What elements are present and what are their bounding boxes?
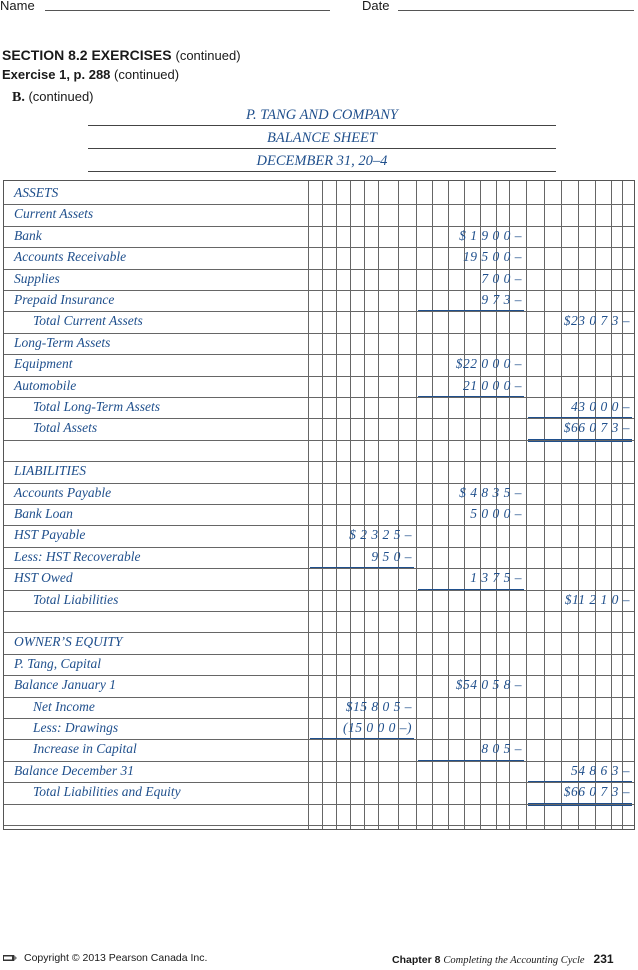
row-label: Total Liabilities and Equity [33,784,181,800]
row-rule [4,418,634,419]
row-rule [4,718,634,719]
amount-col2: 8 0 5 – [481,741,522,757]
double-underline [528,803,632,806]
row-rule [4,204,634,205]
row-label: Balance January 1 [14,677,116,693]
row-label: Accounts Receivable [14,249,127,265]
amount-col1: 9 5 0 – [371,548,412,564]
row-label: HST Payable [14,527,86,543]
amount-col3: 43 0 0 0 – [571,399,630,414]
column-rule [622,181,623,829]
amount-col2: 5 0 0 0 – [470,506,522,521]
row-rule [4,675,634,676]
balance-sheet-grid [3,180,635,830]
row-rule [4,825,634,826]
amount-col3: $66 0 7 3 – [563,784,630,800]
row-rule [4,311,634,312]
amount-col2: 19 5 0 0 – [463,249,522,265]
date-line [398,10,634,11]
column-rule [595,181,596,829]
row-label: Less: HST Recoverable [14,548,141,564]
row-label: OWNER’S EQUITY [14,634,123,650]
name-label: Name [0,0,35,13]
row-label: Bank [14,227,42,243]
single-underline [418,589,524,590]
row-label: Accounts Payable [14,484,112,500]
row-label: Supplies [14,270,60,286]
row-label: Increase in Capital [33,741,137,757]
row-rule [4,354,634,355]
row-label: Prepaid Insurance [14,292,115,307]
column-rule [561,181,562,829]
section-continued: (continued) [175,48,241,63]
amount-col3: $11 2 1 0 – [564,591,630,607]
row-rule [4,461,634,462]
amount-col2: $ 4 8 3 5 – [459,484,522,500]
double-underline [528,439,632,442]
amount-col2: 1 3 7 5 – [470,570,522,586]
row-rule [4,590,634,591]
single-underline [418,396,524,397]
row-rule [4,547,634,548]
amount-col2: 9 7 3 – [481,292,522,307]
amount-col3: $66 0 7 3 – [563,420,630,436]
single-underline [418,310,524,311]
column-rule [578,181,579,829]
row-rule [4,247,634,248]
chapter-footer [392,952,614,966]
row-label: Equipment [14,356,73,372]
single-underline [528,781,632,782]
row-rule [4,568,634,569]
heading-rule-2 [88,148,556,149]
amount-col2: 21 0 0 0 – [463,377,522,393]
amount-col3: 54 8 6 3 – [571,762,630,778]
row-rule [4,397,634,398]
row-label: Long-Term Assets [14,334,111,350]
row-label: P. Tang, Capital [14,655,102,671]
row-label: Total Long-Term Assets [33,399,161,414]
company-name: P. TANG AND COMPANY [245,107,399,123]
row-label: Total Assets [33,420,98,436]
row-rule [4,782,634,783]
row-rule [4,632,634,633]
date-label: Date [362,0,390,13]
section-name: SECTION 8.2 EXERCISES [2,47,172,63]
row-rule [4,290,634,291]
chapter-title: Completing the Accounting Cycle [443,955,585,966]
row-rule [4,504,634,505]
row-rule [4,739,634,740]
heading-rule-3 [88,171,556,172]
row-rule [4,376,634,377]
row-rule [4,525,634,526]
name-line [45,10,330,11]
statement-title: BALANCE SHEET [267,130,377,146]
single-underline [418,760,524,761]
amount-col3: $23 0 7 3 – [563,313,630,329]
section-title [2,47,241,63]
statement-date: DECEMBER 31, 20–4 [256,153,388,169]
row-label: Current Assets [14,206,94,222]
row-rule [4,269,634,270]
amount-col2: $ 1 9 0 0 – [459,227,522,243]
row-label: Automobile [14,377,77,393]
chapter-label: Chapter 8 [392,954,441,966]
row-rule [4,226,634,227]
part-title [12,89,94,106]
amount-col1: (15 0 0 0 –) [343,720,412,735]
page-number: 231 [593,952,614,966]
single-underline [310,567,414,568]
column-rule [611,181,612,829]
row-label: ASSETS [14,185,59,200]
amount-col2: $22 0 0 0 – [455,356,522,372]
amount-col1: $ 2 3 2 5 – [349,527,412,543]
row-rule [4,611,634,612]
row-label: Net Income [33,698,95,714]
row-label: Total Current Assets [33,313,143,329]
heading-rule-1 [88,125,556,126]
row-rule [4,483,634,484]
amount-col1: $15 8 0 5 – [345,698,412,714]
part-continued: (continued) [28,89,94,104]
part-letter: B. [12,90,25,105]
row-rule [4,654,634,655]
amount-col2: $54 0 5 8 – [455,677,522,693]
exercise-title [2,67,179,82]
single-underline [310,738,414,739]
row-label: Balance December 31 [14,762,134,778]
exercise-continued: (continued) [114,67,180,82]
row-label: LIABILITIES [14,463,86,479]
row-label: Total Liabilities [33,591,119,607]
exercise-name: Exercise 1, p. 288 [2,67,111,82]
row-rule [4,333,634,334]
single-underline [528,417,632,418]
column-rule [544,181,545,829]
column-rule [526,181,527,829]
row-label: Less: Drawings [33,720,119,735]
row-rule [4,697,634,698]
amount-col2: 7 0 0 – [481,270,522,286]
row-label: HST Owed [14,570,73,586]
row-label: Bank Loan [14,506,73,521]
pencil-icon [3,953,17,963]
copyright: Copyright © 2013 Pearson Canada Inc. [24,952,208,964]
row-rule [4,761,634,762]
